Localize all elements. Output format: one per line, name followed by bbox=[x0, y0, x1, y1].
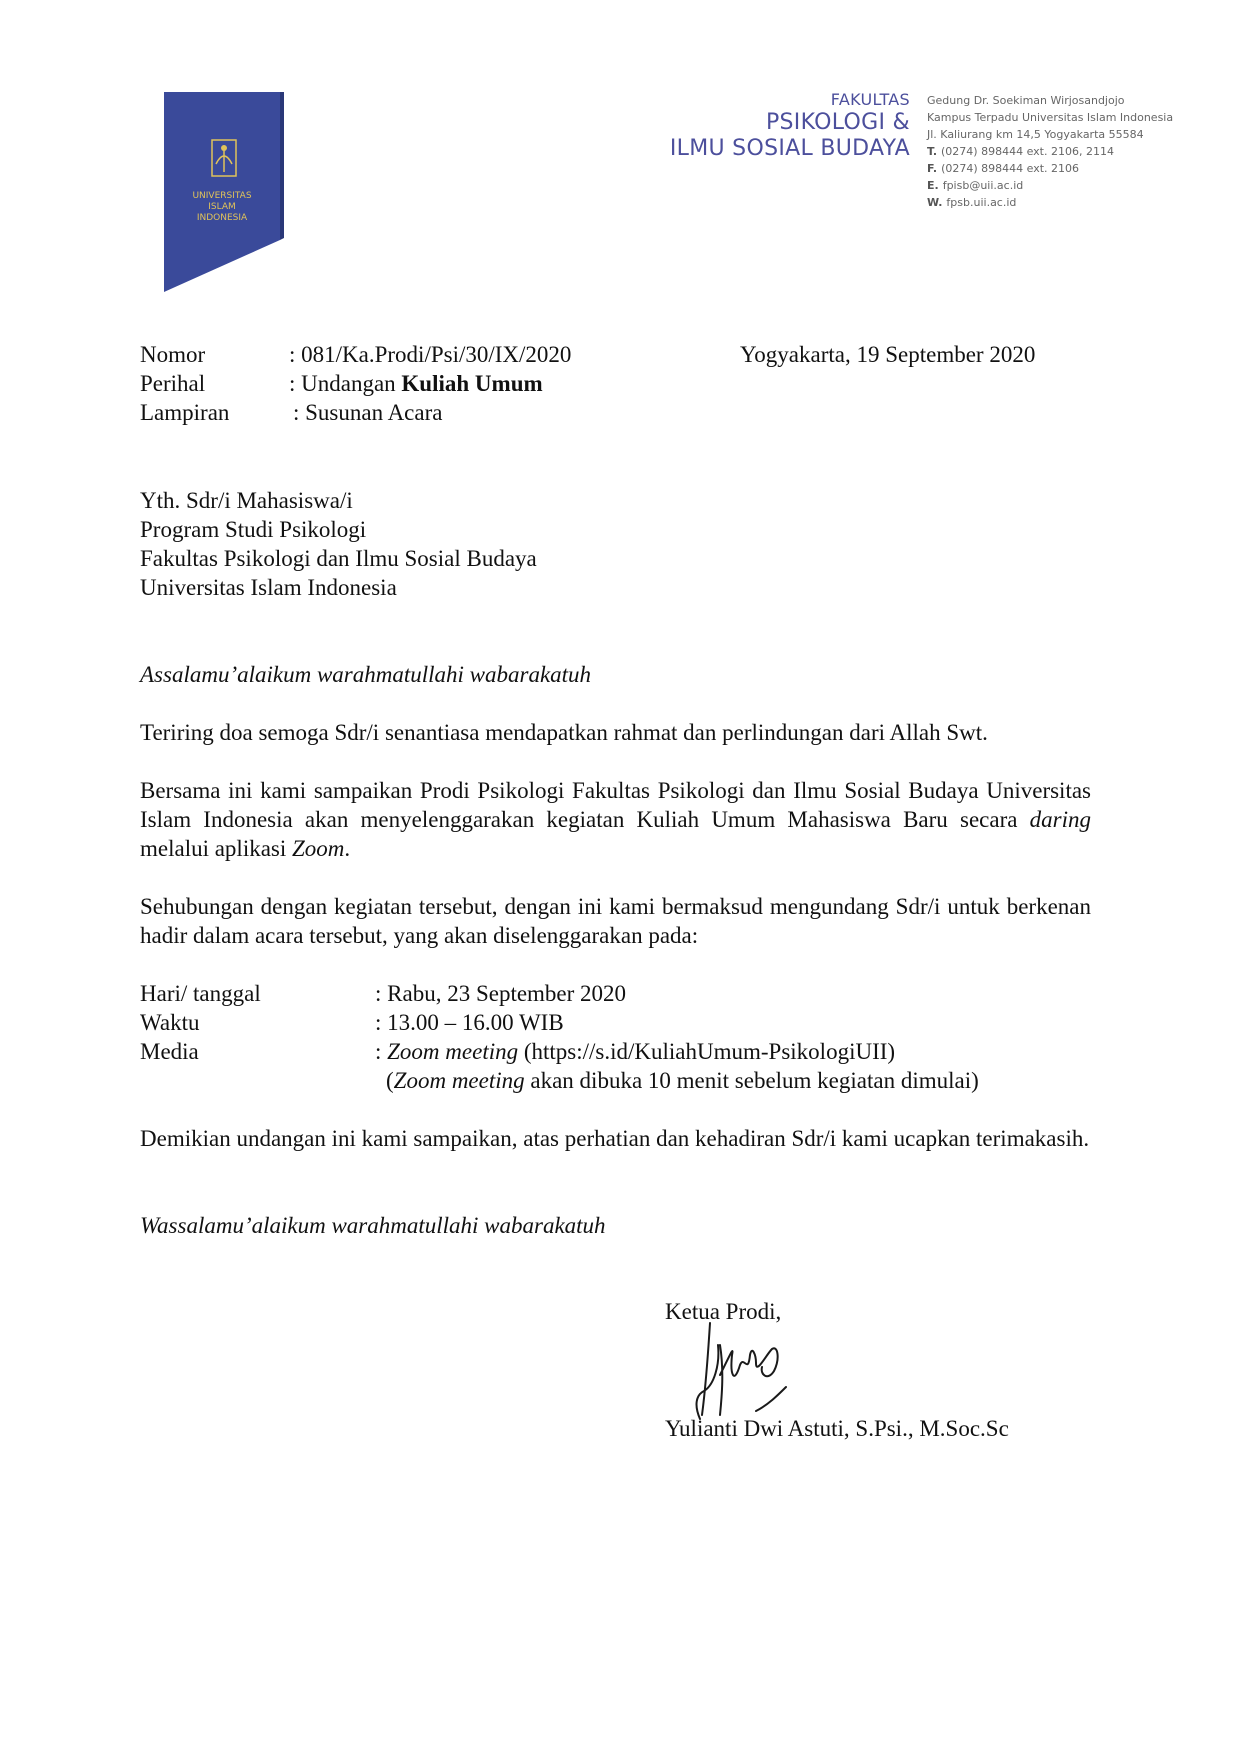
paragraph-3: Sehubungan dengan kegiatan tersebut, dengan ini kami bermaksud mengundang Sdr/i untuk berkenan hadir dalam acara tersebut, yang akan diselenggarakan pada: bbox=[140, 894, 1091, 948]
address-email: E. fpisb@uii.ac.id bbox=[927, 179, 1024, 192]
hari-value: : Rabu, 23 September 2020 bbox=[375, 981, 627, 1006]
nomor-label: Nomor bbox=[140, 342, 206, 367]
letter-date: Yogyakarta, 19 September 2020 bbox=[740, 342, 1036, 367]
nomor-value: : 081/Ka.Prodi/Psi/30/IX/2020 bbox=[289, 342, 572, 367]
handwritten-signature bbox=[690, 1315, 820, 1430]
zoom-link[interactable]: (https://s.id/KuliahUmum-PsikologiUII) bbox=[523, 1039, 896, 1064]
faculty-address bbox=[927, 92, 1173, 211]
signatory-name: Yulianti Dwi Astuti, S.Psi., M.Soc.Sc bbox=[665, 1416, 1009, 1441]
media-label: Media bbox=[140, 1039, 199, 1064]
media-value: : Zoom meeting (https://s.id/KuliahUmum-PsikologiUII) bbox=[375, 1039, 896, 1064]
greeting: Assalamu’alaikum warahmatullahi wabarakatuh bbox=[140, 662, 592, 687]
paragraph-1: Teriring doa semoga Sdr/i senantiasa mendapatkan rahmat dan perlindungan dari Allah Swt. bbox=[140, 720, 988, 745]
zoom-term: Zoom bbox=[292, 836, 345, 861]
faculty-line-1: FAKULTAS bbox=[830, 90, 910, 109]
recipient-line-1: Yth. Sdr/i Mahasiswa/i bbox=[140, 488, 353, 513]
recipient-line-4: Universitas Islam Indonesia bbox=[140, 575, 397, 600]
media-note: (Zoom meeting akan dibuka 10 menit sebelum kegiatan dimulai) bbox=[386, 1068, 979, 1093]
perihal-subject: Kuliah Umum bbox=[401, 371, 543, 396]
logo-text-line-1: UNIVERSITAS bbox=[192, 191, 252, 201]
recipient-line-2: Program Studi Psikologi bbox=[140, 517, 367, 542]
address-fax: F. (0274) 898444 ext. 2106 bbox=[927, 162, 1080, 175]
logo-text-line-3: INDONESIA bbox=[196, 213, 248, 223]
paragraph-4: Demikian undangan ini kami sampaikan, atas perhatian dan kehadiran Sdr/i kami ucapkan terimakasih. bbox=[140, 1126, 1090, 1151]
perihal-value: : Undangan Kuliah Umum bbox=[289, 371, 543, 396]
closing-greeting: Wassalamu’alaikum warahmatullahi wabarakatuh bbox=[140, 1213, 606, 1238]
lampiran-value: : Susunan Acara bbox=[293, 400, 443, 425]
address-street: Jl. Kaliurang km 14,5 Yogyakarta 55584 bbox=[927, 128, 1144, 141]
lampiran-label: Lampiran bbox=[140, 400, 230, 425]
address-campus: Kampus Terpadu Universitas Islam Indonesia bbox=[927, 111, 1174, 124]
university-logo-banner bbox=[164, 92, 284, 292]
daring-term: daring bbox=[1029, 807, 1091, 832]
address-building: Gedung Dr. Soekiman Wirjosandjojo bbox=[927, 94, 1125, 107]
recipient-line-3: Fakultas Psikologi dan Ilmu Sosial Budaya bbox=[140, 546, 537, 571]
waktu-label: Waktu bbox=[140, 1010, 200, 1035]
paragraph-2: Bersama ini kami sampaikan Prodi Psikologi Fakultas Psikologi dan Ilmu Sosial Budaya Universitas Islam Indonesia akan menyelenggarakan kegiatan Kuliah Umum Mahasiswa Baru secara daring melalui aplikasi Zoom. bbox=[140, 778, 1091, 861]
waktu-value: : 13.00 – 16.00 WIB bbox=[375, 1010, 564, 1035]
address-web: W. fpsb.uii.ac.id bbox=[927, 196, 1017, 209]
faculty-line-2: PSIKOLOGI & bbox=[765, 110, 910, 135]
perihal-label: Perihal bbox=[140, 371, 206, 396]
faculty-line-3: ILMU SOSIAL BUDAYA bbox=[669, 136, 910, 161]
address-phone: T. (0274) 898444 ext. 2106, 2114 bbox=[927, 145, 1114, 158]
signature-role: Ketua Prodi, bbox=[665, 1299, 782, 1324]
faculty-heading bbox=[670, 90, 910, 162]
hari-label: Hari/ tanggal bbox=[140, 981, 261, 1006]
logo-text-line-2: ISLAM bbox=[208, 202, 236, 212]
